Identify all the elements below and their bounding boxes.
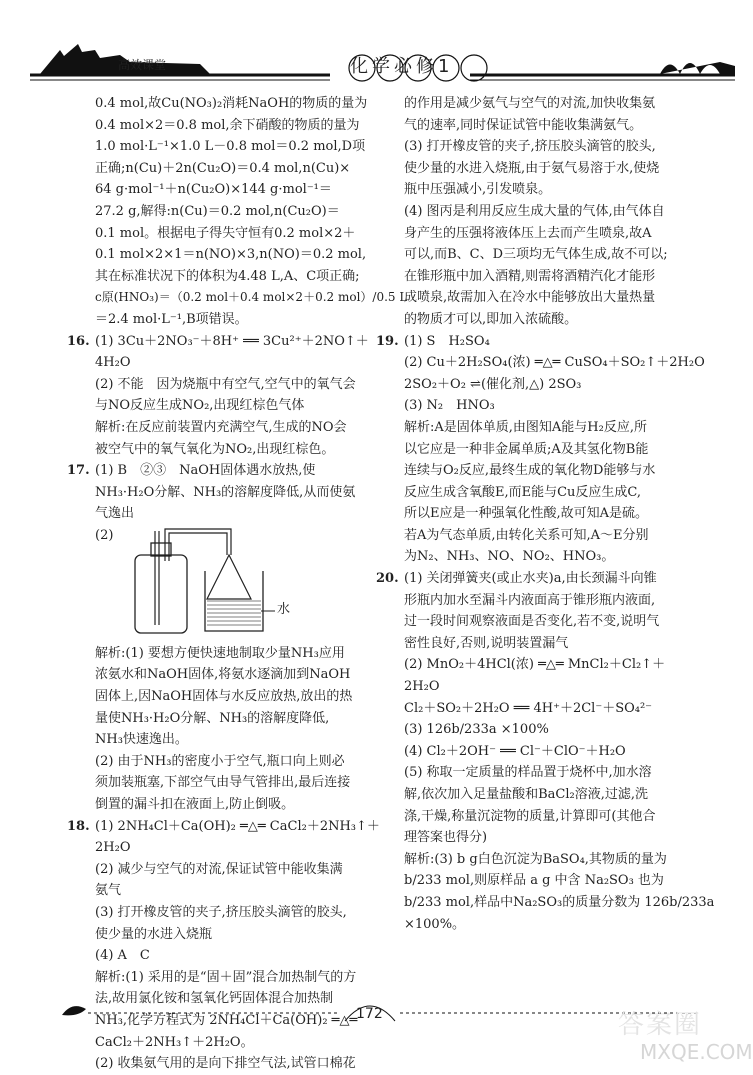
right-column	[376, 93, 715, 935]
text-line: 0.4 mol×2＝0.8 mol,余下硝酸的物质的量为	[95, 117, 360, 133]
text-line: c原(HNO₃)＝（0.2 mol＋0.4 mol×2＋0.2 mol）/0.5 L	[95, 290, 408, 305]
answer-line: 气逸出	[95, 506, 135, 522]
analysis-line: 所以E应是一种强氧化性酸,故可知A是硫。	[404, 506, 649, 522]
text-line: 气的速率,同时保证试管中能收集满氨气。	[404, 117, 643, 133]
question-number: 16.	[67, 333, 90, 349]
answer-line: (5) 称取一定质量的样品置于烧杯中,加水溶	[404, 765, 652, 781]
analysis-line: 法,故用氯化铵和氢氧化钙固体混合加热制	[95, 991, 334, 1007]
text-line: 27.2 g,解得:n(Cu)＝0.2 mol,n(Cu₂O)＝	[95, 203, 340, 219]
question-number: 18.	[67, 818, 90, 834]
text-line: 身产生的压强将液体压上去而产生喷泉,故A	[404, 225, 652, 241]
analysis-line: 解析:在反应前装置内充满空气,生成的NO会	[95, 419, 347, 435]
analysis-line: 须加装瓶塞,下部空气由导气管排出,最后连接	[95, 775, 351, 791]
text-line: 64 g·mol⁻¹＋n(Cu₂O)×144 g·mol⁻¹＝	[95, 182, 332, 198]
answer-line: 涤,干燥,称量沉淀物的质量,计算即可(其他合	[404, 808, 656, 824]
answer-line: Cl₂＋SO₂＋2H₂O ══ 4H⁺＋2Cl⁻＋SO₄²⁻	[404, 700, 653, 716]
answer-line: 2H₂O	[404, 679, 440, 695]
analysis-line: 解析:A是固体单质,由图知A能与H₂反应,所	[404, 419, 647, 435]
answer-line: (1) 关闭弹簧夹(或止水夹)a,由长颈漏斗向锥	[404, 571, 657, 587]
analysis-line: CaCl₂＋2NH₃↑＋2H₂O。	[95, 1034, 254, 1050]
text-line: 成喷泉,故需加入在冷水中能够放出大量热量	[404, 290, 656, 306]
watermark-url: MXQE.COM	[640, 1040, 753, 1064]
text-line: 0.1 mol×2×1＝n(NO)×3,n(NO)＝0.2 mol,	[95, 247, 367, 263]
answer-line: (3) 126b/233a ×100%	[404, 722, 549, 738]
text-line: 的作用是减少氨气与空气的对流,加快收集氨	[404, 96, 656, 111]
header-left-title: 高效课堂	[118, 58, 167, 72]
text-line: ＝2.4 mol·L⁻¹,B项错误。	[95, 311, 248, 327]
water-label: 水	[277, 601, 291, 617]
text-line: 瓶中压强减小,引发喷泉。	[404, 182, 552, 198]
watermark-logo: 答案圈	[618, 1010, 703, 1040]
answer-line: 形瓶内加水至漏斗内液面高于锥形瓶内液面,	[404, 592, 656, 608]
analysis-line: ×100%。	[404, 916, 466, 932]
analysis-line: (2) 收集氨气用的是向下排空气法,试管口棉花	[95, 1056, 356, 1072]
text-line: 的物质才可以,即加入浓硫酸。	[404, 311, 578, 327]
answer-line: 密性良好,否则,说明装置漏气	[404, 635, 569, 651]
answer-line: (2) MnO₂＋4HCl(浓) ═△═ MnCl₂＋Cl₂↑＋	[404, 657, 666, 673]
answer-line: (3) N₂ HNO₃	[404, 398, 495, 414]
analysis-line: 倒置的漏斗扣在液面上,防止倒吸。	[95, 797, 295, 813]
answer-line: 使少量的水进入烧瓶	[95, 926, 213, 942]
question-number: 19.	[376, 333, 399, 349]
answer-line: (1) 2NH₄Cl＋Ca(OH)₂ ═△═ CaCl₂＋2NH₃↑＋	[95, 818, 380, 834]
text-line: 1.0 mol·L⁻¹×1.0 L－0.8 mol＝0.2 mol,D项	[95, 139, 366, 155]
analysis-line: 解析:(1) 采用的是“固＋固”混合加热制气的方	[95, 969, 357, 985]
answer-line: 氨气	[95, 883, 122, 899]
text-line: 正确;n(Cu)＋2n(Cu₂O)＝0.4 mol,n(Cu)×	[95, 160, 351, 176]
answer-line: 解,依次加入足量盐酸和BaCl₂溶液,过滤,洗	[404, 787, 649, 802]
page-number: 172	[356, 1006, 383, 1022]
analysis-line: 被空气中的氧气氧化为NO₂,出现红棕色。	[95, 441, 335, 457]
apparatus-figure	[95, 525, 380, 643]
answer-line: 过一段时间观察液面是否变化,若不变,说明气	[404, 614, 660, 630]
analysis-line: 解析:(1) 要想方便快速地制取少量NH₃应用	[95, 645, 345, 661]
analysis-line: 反应生成含氧酸E,而E能与Cu反应生成C,	[404, 484, 642, 500]
analysis-line: 固体上,因NaOH固体与水反应放热,放出的热	[95, 689, 353, 705]
text-line: 0.1 mol。根据电子得失守恒有0.2 mol×2＋	[95, 225, 356, 241]
answer-line: (1) 3Cu＋2NO₃⁻＋8H⁺ ══ 3Cu²⁺＋2NO↑＋	[95, 333, 369, 349]
text-line: 0.4 mol,故Cu(NO₃)₂消耗NaOH的物质的量为	[95, 96, 368, 111]
answer-line: 2H₂O	[95, 840, 131, 856]
text-line: 使少量的水进入烧瓶,由于氨气易溶于水,使烧	[404, 160, 660, 176]
analysis-line: 浓氨水和NaOH固体,将氨水逐滴加到NaOH	[95, 667, 351, 683]
analysis-line: 解析:(3) b g白色沉淀为BaSO₄,其物质的量为	[404, 851, 667, 867]
text-line: 其在标准状况下的体积为4.48 L,A、C项正确;	[95, 268, 360, 284]
text-line: 可以,而B、C、D三项均无气体生成,故不可以;	[404, 247, 668, 263]
text-line: (4) 图丙是利用反应生成大量的气体,由气体自	[404, 203, 665, 219]
page-header	[0, 0, 750, 92]
answer-line: NH₃·H₂O分解、NH₃的溶解度降低,从而使氨	[95, 484, 356, 500]
apparatus-diagram	[95, 525, 380, 643]
analysis-line: (2) 由于NH₃的密度小于空气,瓶口向上则必	[95, 753, 345, 769]
question-number: 20.	[376, 571, 399, 587]
text-line: 在锥形瓶中加入酒精,则需将酒精汽化才能形	[404, 268, 656, 284]
subject-title: 化学必修1	[350, 56, 454, 77]
answer-line: 4H₂O	[95, 355, 131, 371]
analysis-line: NH₃,化学方程式为 2NH₄Cl＋Ca(OH)₂ ═△═	[95, 1012, 358, 1028]
analysis-line: b/233 mol,样品中Na₂SO₃的质量分数为 126b/233a	[404, 894, 715, 910]
analysis-line: 若A为气态单质,由转化关系可知,A～E分别	[404, 527, 649, 543]
analysis-line: NH₃快速逸出。	[95, 732, 188, 748]
analysis-line: 量使NH₃·H₂O分解、NH₃的溶解度降低,	[95, 710, 330, 726]
analysis-line: 连续与O₂反应,最终生成的氧化物D能够与水	[404, 463, 656, 479]
analysis-line: 以它应是一种非金属单质;A及其氢化物B能	[404, 441, 649, 457]
answer-line: (1) S H₂SO₄	[404, 333, 490, 349]
question-number: 17.	[67, 463, 90, 479]
analysis-line: 为N₂、NH₃、NO、NO₂、HNO₃。	[404, 549, 615, 565]
analysis-line: b/233 mol,则原样品 a g 中含 Na₂SO₃ 也为	[404, 873, 664, 889]
answer-line: (2) 减少与空气的对流,保证试管中能收集满	[95, 861, 343, 877]
answer-line: (1) B ②③ NaOH固体遇水放热,使	[95, 463, 316, 479]
answer-line: (3) 打开橡皮管的夹子,挤压胶头滴管的胶头,	[95, 905, 347, 920]
answer-line: (4) Cl₂＋2OH⁻ ══ Cl⁻＋ClO⁻＋H₂O	[404, 743, 626, 759]
answer-line: 与NO反应生成NO₂,出现红棕色气体	[95, 398, 305, 414]
answer-line: (2) 不能 因为烧瓶中有空气,空气中的氧气会	[95, 376, 356, 392]
answer-line: 2SO₂＋O₂ ⇌(催化剂,△) 2SO₃	[404, 376, 582, 392]
answer-line: (4) A C	[95, 948, 150, 964]
header-decoration	[0, 0, 750, 92]
answer-line: (2)	[95, 527, 114, 543]
text-line: (3) 打开橡皮管的夹子,挤压胶头滴管的胶头,	[404, 139, 656, 155]
answer-line: (2) Cu＋2H₂SO₄(浓) ═△═ CuSO₄＋SO₂↑＋2H₂O	[404, 355, 705, 371]
answer-line: 理答案也得分)	[404, 830, 488, 846]
